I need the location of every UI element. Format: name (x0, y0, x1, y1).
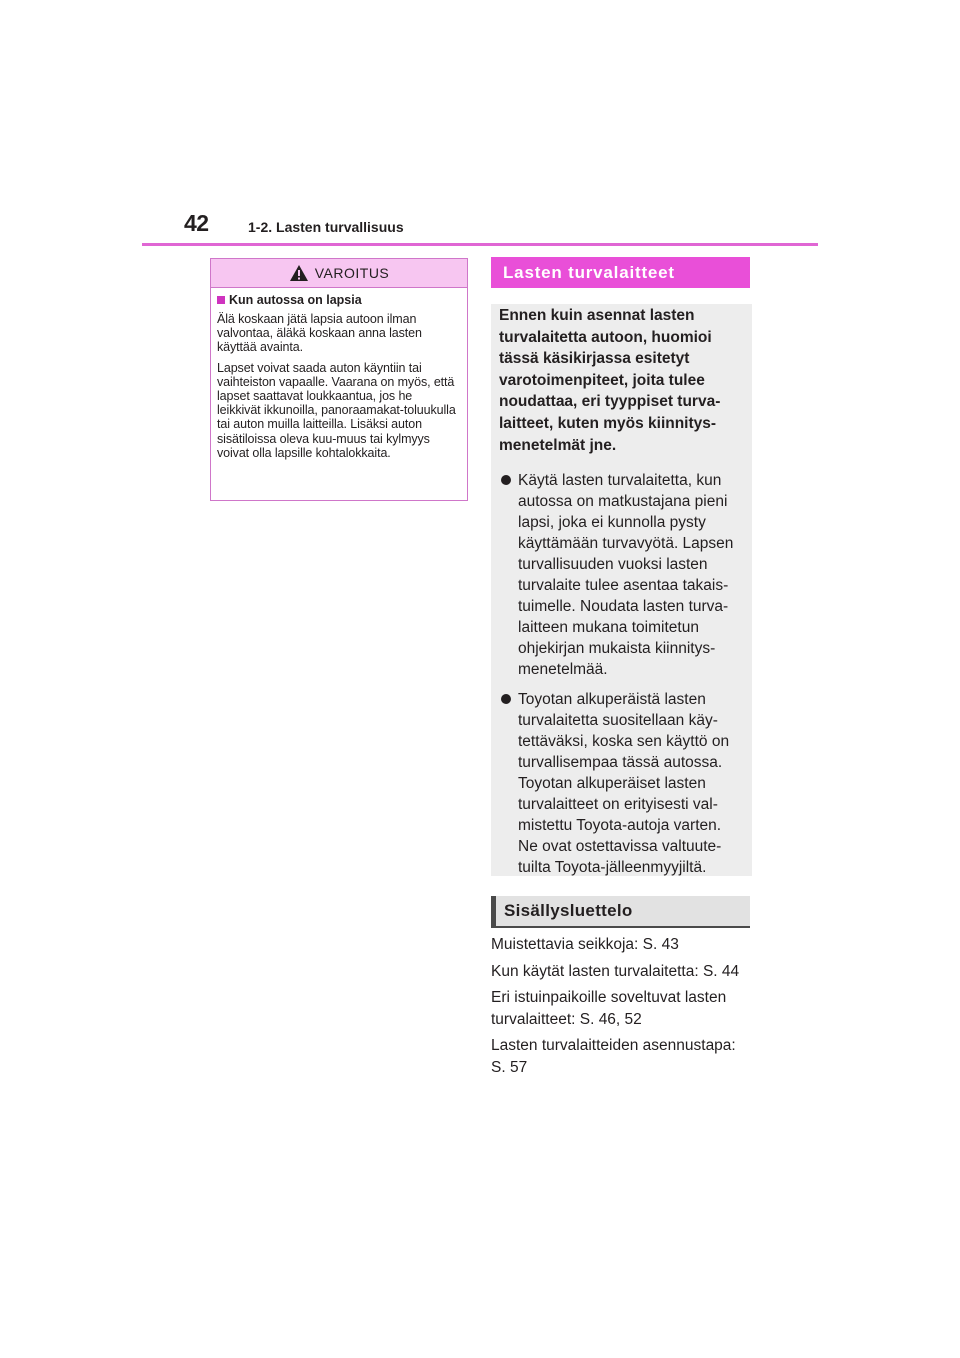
contents-item: Eri istuinpaikoille soveltuvat lasten turvalaitteet: S. 46, 52 (491, 989, 727, 1028)
warning-body (211, 288, 467, 460)
contents-item: Muistettavia seikkoja: S. 43 (491, 936, 679, 953)
bullet-text: Toyotan alkuperäistä lasten turvalaitetta suositellaan käy-tettäväksi, koska sen käyttö on turvallisempaa tässä autossa. Toyotan alkuperäiset lasten turvalaitteet on erityisesti val-mistettu Toyota-autoja varten. Ne ovat ostettavissa valtuute-tuilta Toyota-jälleenmyyjiltä. (518, 691, 730, 877)
header-rule (142, 243, 818, 246)
feature-heading: Lasten turvalaitteet (491, 257, 750, 288)
contents-heading: Sisällysluettelo (491, 896, 750, 928)
intro-lead: Ennen kuin asennat lasten turvalaitetta autoon, huomioi tässä käsikirjassa esitetyt varotoimenpiteet, joita tulee noudattaa, eri tyyppiset turva-laitteet, kuten myös kiinnitys-menetelmät jne. (499, 307, 721, 454)
warning-header (211, 259, 467, 288)
warning-paragraph: Älä koskaan jätä lapsia autoon ilman valvontaa, äläkä koskaan anna lasten käyttää avainta. (217, 312, 422, 355)
warning-triangle-icon (289, 264, 309, 282)
intro-box (491, 304, 752, 876)
contents-item: Lasten turvalaitteiden asennustapa: S. 57 (491, 1037, 736, 1076)
warning-title: VAROITUS (314, 265, 390, 281)
bullet-dot-icon (501, 694, 511, 704)
warning-subtitle-text: Kun autossa on lapsia (229, 293, 362, 307)
contents-list (491, 934, 753, 1084)
list-item (499, 470, 742, 680)
warning-paragraph: Lapset voivat saada auton käyntiin tai vaihteiston vapaalle. Vaarana on myös, että lapset saattavat loukkaantua, jos he leikkivät ikkunoilla, panoraamakat-toluukulla tai auton muilla laitteilla. Lisäksi auton sisätiloissa oleva kuu-muus tai kylmyys voivat olla lapsille kohtalokkaita. (217, 360, 456, 460)
warning-box (210, 258, 468, 501)
bullet-list (499, 470, 742, 878)
list-item (499, 689, 742, 878)
square-bullet-icon (217, 296, 225, 304)
contents-item: Kun käytät lasten turvalaitetta: S. 44 (491, 962, 740, 980)
warning-subtitle (217, 293, 459, 307)
bullet-text: Käytä lasten turvalaitetta, kun autossa on matkustajana pieni lapsi, joka ei kunnolla pysty käyttämään turvavyötä. Lapsen turvallisuuden vuoksi lasten turvalaite tulee asentaa takais-tuimelle. Noudata lasten turva-laitteen mukana toimitetun ohjekirjan mukaista kiinnitys-menetelmää. (518, 472, 734, 679)
section-title: 1-2. Lasten turvallisuus (248, 219, 404, 235)
bullet-dot-icon (501, 475, 511, 485)
page-number: 42 (184, 210, 209, 236)
